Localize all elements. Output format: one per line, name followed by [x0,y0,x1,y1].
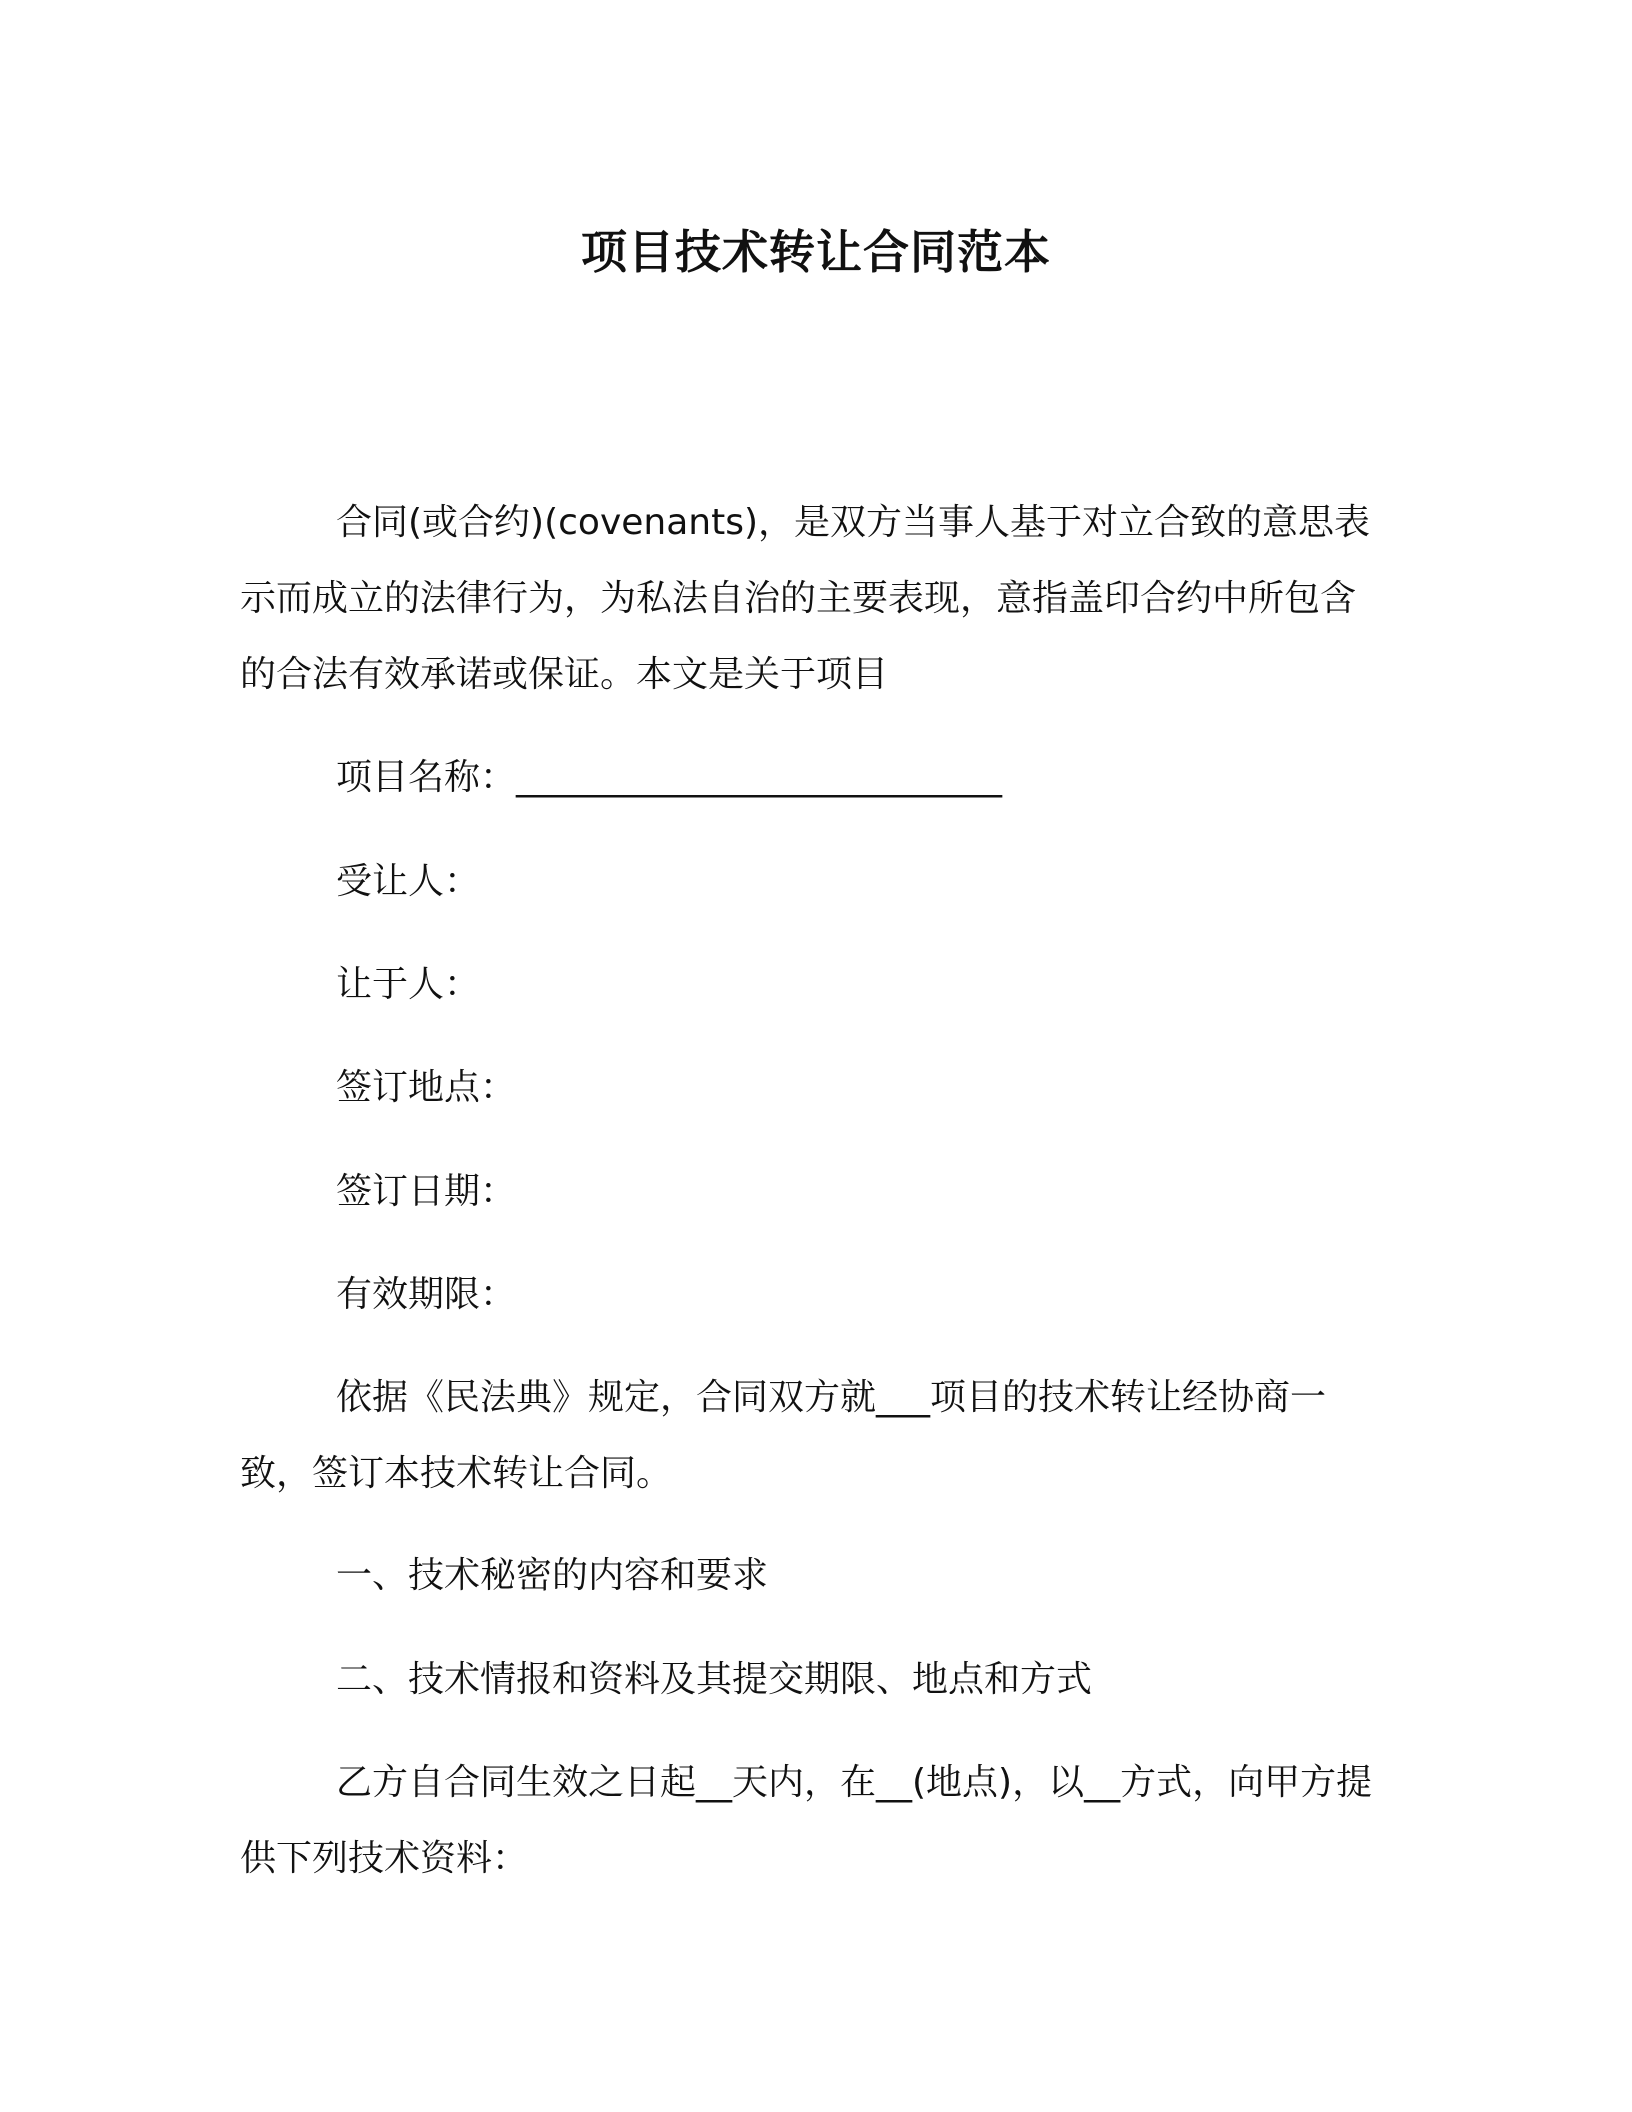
provision-paragraph: 乙方自合同生效之日起__天内，在__(地点)，以__方式，向甲方提供下列技术资料： [240,1762,1373,1879]
assignee-field: 受让人： [336,861,481,902]
document-title: 项目技术转让合同范本 [581,225,1051,279]
intro-paragraph: 合同(或合约)(covenants)，是双方当事人基于对立合致的意思表示而成立的法律行为，为私法自治的主要表现，意指盖印合约中所包含的合法有效承诺或保证。本文是关于项目 [240,502,1371,695]
validity-field: 有效期限： [336,1274,517,1315]
signing-place-field: 签订地点： [336,1067,517,1108]
section-2-heading: 二、技术情报和资料及其提交期限、地点和方式 [336,1659,1093,1700]
signing-date-field: 签订日期： [336,1171,517,1212]
project-name-field: 项目名称：___________________________ [336,757,1003,798]
assignor-field: 让于人： [336,964,481,1005]
basis-paragraph: 依据《民法典》规定，合同双方就___项目的技术转让经协商一致，签订本技术转让合同。 [240,1377,1327,1494]
section-1-heading: 一、技术秘密的内容和要求 [336,1555,769,1596]
